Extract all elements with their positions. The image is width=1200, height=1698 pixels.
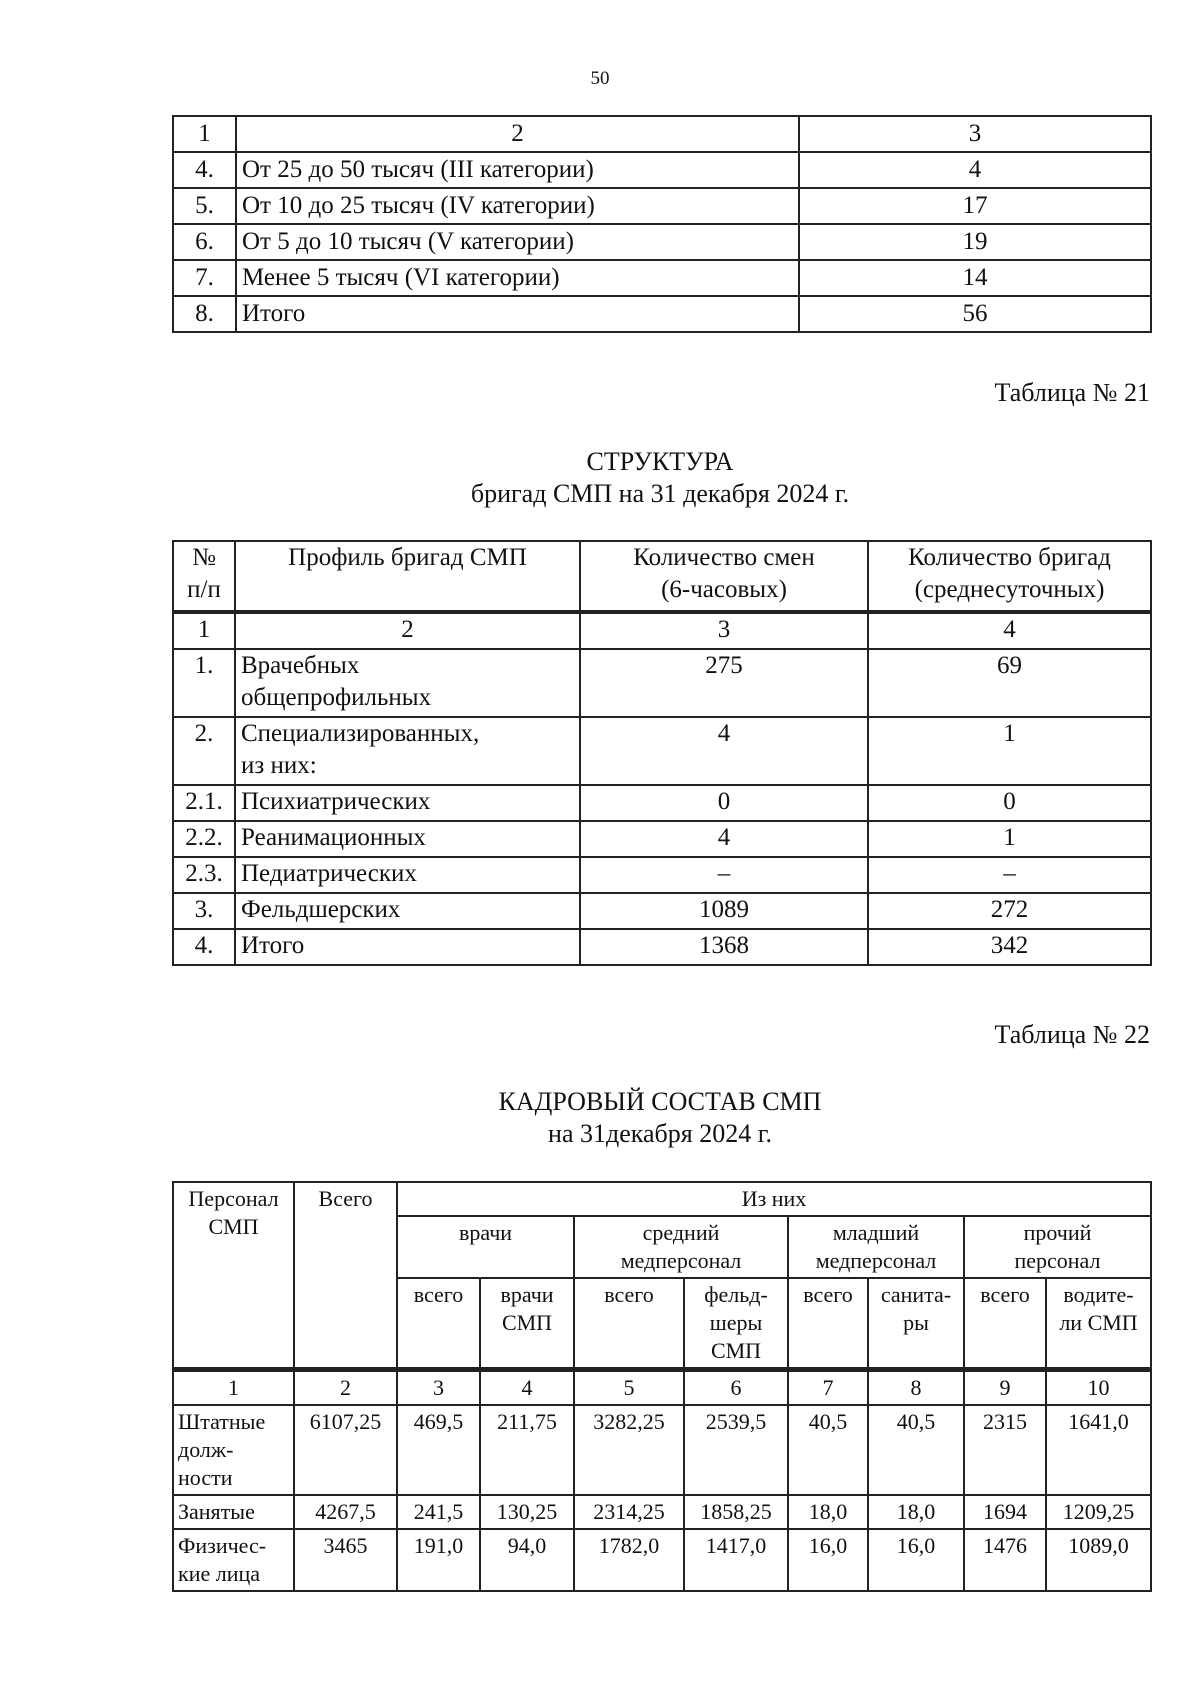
column-numbers-row (173, 1370, 1151, 1406)
cell-value: 191,0 (397, 1529, 480, 1591)
row-number: 3. (173, 893, 235, 929)
column-number: 3 (397, 1370, 480, 1406)
column-number: 10 (1046, 1370, 1151, 1406)
header-paramedics: фельд- шеры СМП (684, 1278, 788, 1370)
row-shifts: 4 (580, 821, 868, 857)
header-orderlies: санита- ры (868, 1278, 964, 1370)
cell-value: 2539,5 (684, 1405, 788, 1495)
row-value: 17 (799, 188, 1151, 224)
row-number: 5. (173, 188, 236, 224)
row-brigades: 0 (868, 785, 1151, 821)
table-row (173, 929, 1151, 965)
row-number: 8. (173, 296, 236, 332)
row-number: 2.3. (173, 857, 235, 893)
header-doctors: врачи (397, 1216, 574, 1278)
row-number: 2.1. (173, 785, 235, 821)
column-number: 1 (173, 116, 236, 152)
table-row (173, 785, 1151, 821)
column-number: 2 (294, 1370, 397, 1406)
header-doctors-total: всего (397, 1278, 480, 1370)
row-value: 56 (799, 296, 1151, 332)
page-number: 50 (590, 68, 610, 89)
row-brigades: 1 (868, 821, 1151, 857)
cell-value: 40,5 (788, 1405, 868, 1495)
row-name: Итого (236, 296, 799, 332)
table-title: КАДРОВЫЙ СОСТАВ СМП (498, 1087, 822, 1116)
row-name: Специализированных, из них: (235, 717, 580, 785)
column-number: 3 (799, 116, 1151, 152)
header-total: Всего (294, 1182, 397, 1370)
header-other-total: всего (964, 1278, 1046, 1370)
row-name: Педиатрических (235, 857, 580, 893)
table-subtitle: бригад СМП на 31 декабря 2024 г. (470, 479, 850, 508)
row-name: От 5 до 10 тысяч (V категории) (236, 224, 799, 260)
row-number: 4. (173, 929, 235, 965)
header-junior-staff: младший медперсонал (788, 1216, 964, 1278)
row-value: 14 (799, 260, 1151, 296)
row-name: Итого (235, 929, 580, 965)
cell-value: 1694 (964, 1495, 1046, 1529)
cell-value: 94,0 (480, 1529, 574, 1591)
table-row (173, 649, 1151, 717)
column-numbers-row (173, 612, 1151, 649)
column-number: 9 (964, 1370, 1046, 1406)
row-label: Штатные долж- ности (173, 1405, 294, 1495)
column-number: 7 (788, 1370, 868, 1406)
cell-value: 469,5 (397, 1405, 480, 1495)
row-shifts: 1368 (580, 929, 868, 965)
cell-value: 211,75 (480, 1405, 574, 1495)
header-profile: Профиль бригад СМП (235, 541, 580, 612)
cell-value: 18,0 (788, 1495, 868, 1529)
table-row (173, 152, 1151, 188)
row-number: 2. (173, 717, 235, 785)
row-number: 2.2. (173, 821, 235, 857)
row-brigades: 272 (868, 893, 1151, 929)
row-brigades: – (868, 857, 1151, 893)
column-number: 1 (173, 612, 235, 649)
column-number: 5 (574, 1370, 684, 1406)
column-number: 4 (480, 1370, 574, 1406)
table-row (173, 1405, 1151, 1495)
table-row (173, 857, 1151, 893)
cell-value: 1417,0 (684, 1529, 788, 1591)
cell-value: 1858,25 (684, 1495, 788, 1529)
row-label: Физичес- кие лица (173, 1529, 294, 1591)
column-number: 6 (684, 1370, 788, 1406)
row-name: Фельдшерских (235, 893, 580, 929)
table-subtitle: на 31декабря 2024 г. (548, 1119, 772, 1148)
table-row (173, 224, 1151, 260)
settlements-table (172, 115, 1152, 333)
row-value: 19 (799, 224, 1151, 260)
header-other-staff: прочий персонал (964, 1216, 1151, 1278)
cell-value: 16,0 (868, 1529, 964, 1591)
table-row (173, 1495, 1151, 1529)
header-junior-total: всего (788, 1278, 868, 1370)
column-number: 2 (236, 116, 799, 152)
table-caption: Таблица № 22 (994, 1020, 1150, 1049)
header-personnel: Персонал СМП (173, 1182, 294, 1370)
row-name: От 10 до 25 тысяч (IV категории) (236, 188, 799, 224)
cell-value: 18,0 (868, 1495, 964, 1529)
header-number: № п/п (173, 541, 235, 612)
header-doctors-smp: врачи СМП (480, 1278, 574, 1370)
row-label: Занятые (173, 1495, 294, 1529)
cell-value: 16,0 (788, 1529, 868, 1591)
row-brigades: 1 (868, 717, 1151, 785)
cell-value: 3282,25 (574, 1405, 684, 1495)
cell-value: 2315 (964, 1405, 1046, 1495)
row-brigades: 342 (868, 929, 1151, 965)
column-number: 2 (235, 612, 580, 649)
row-shifts: 4 (580, 717, 868, 785)
row-shifts: 0 (580, 785, 868, 821)
cell-value: 130,25 (480, 1495, 574, 1529)
table-row (173, 717, 1151, 785)
cell-value: 1476 (964, 1529, 1046, 1591)
row-name: Реанимационных (235, 821, 580, 857)
cell-value: 1209,25 (1046, 1495, 1151, 1529)
cell-value: 6107,25 (294, 1405, 397, 1495)
table-row (173, 296, 1151, 332)
cell-value: 4267,5 (294, 1495, 397, 1529)
cell-value: 1782,0 (574, 1529, 684, 1591)
cell-value: 1641,0 (1046, 1405, 1151, 1495)
table-row (173, 821, 1151, 857)
cell-value: 1089,0 (1046, 1529, 1151, 1591)
row-number: 6. (173, 224, 236, 260)
staff-composition-table (172, 1181, 1152, 1592)
table-row (173, 1529, 1151, 1591)
row-name: Менее 5 тысяч (VI категории) (236, 260, 799, 296)
column-number: 4 (868, 612, 1151, 649)
brigades-structure-table (172, 540, 1152, 966)
header-mid-total: всего (574, 1278, 684, 1370)
column-number: 1 (173, 1370, 294, 1406)
table-row (173, 893, 1151, 929)
table-row (173, 188, 1151, 224)
table-header-row (173, 1182, 1151, 1216)
header-drivers: водите- ли СМП (1046, 1278, 1151, 1370)
row-shifts: 275 (580, 649, 868, 717)
row-name: Врачебных общепрофильных (235, 649, 580, 717)
header-brigades: Количество бригад (среднесуточных) (868, 541, 1151, 612)
table-title: СТРУКТУРА (586, 447, 734, 476)
row-name: Психиатрических (235, 785, 580, 821)
table-header-row (173, 116, 1151, 152)
cell-value: 2314,25 (574, 1495, 684, 1529)
header-shifts: Количество смен (6-часовых) (580, 541, 868, 612)
row-value: 4 (799, 152, 1151, 188)
row-name: От 25 до 50 тысяч (III категории) (236, 152, 799, 188)
cell-value: 241,5 (397, 1495, 480, 1529)
table-row (173, 260, 1151, 296)
cell-value: 40,5 (868, 1405, 964, 1495)
row-shifts: 1089 (580, 893, 868, 929)
column-number: 8 (868, 1370, 964, 1406)
row-shifts: – (580, 857, 868, 893)
column-number: 3 (580, 612, 868, 649)
header-of-them: Из них (397, 1182, 1151, 1216)
table-header-row (173, 541, 1151, 612)
table-caption: Таблица № 21 (994, 378, 1150, 407)
row-number: 4. (173, 152, 236, 188)
cell-value: 3465 (294, 1529, 397, 1591)
row-brigades: 69 (868, 649, 1151, 717)
row-number: 1. (173, 649, 235, 717)
header-mid-staff: средний медперсонал (574, 1216, 788, 1278)
row-number: 7. (173, 260, 236, 296)
